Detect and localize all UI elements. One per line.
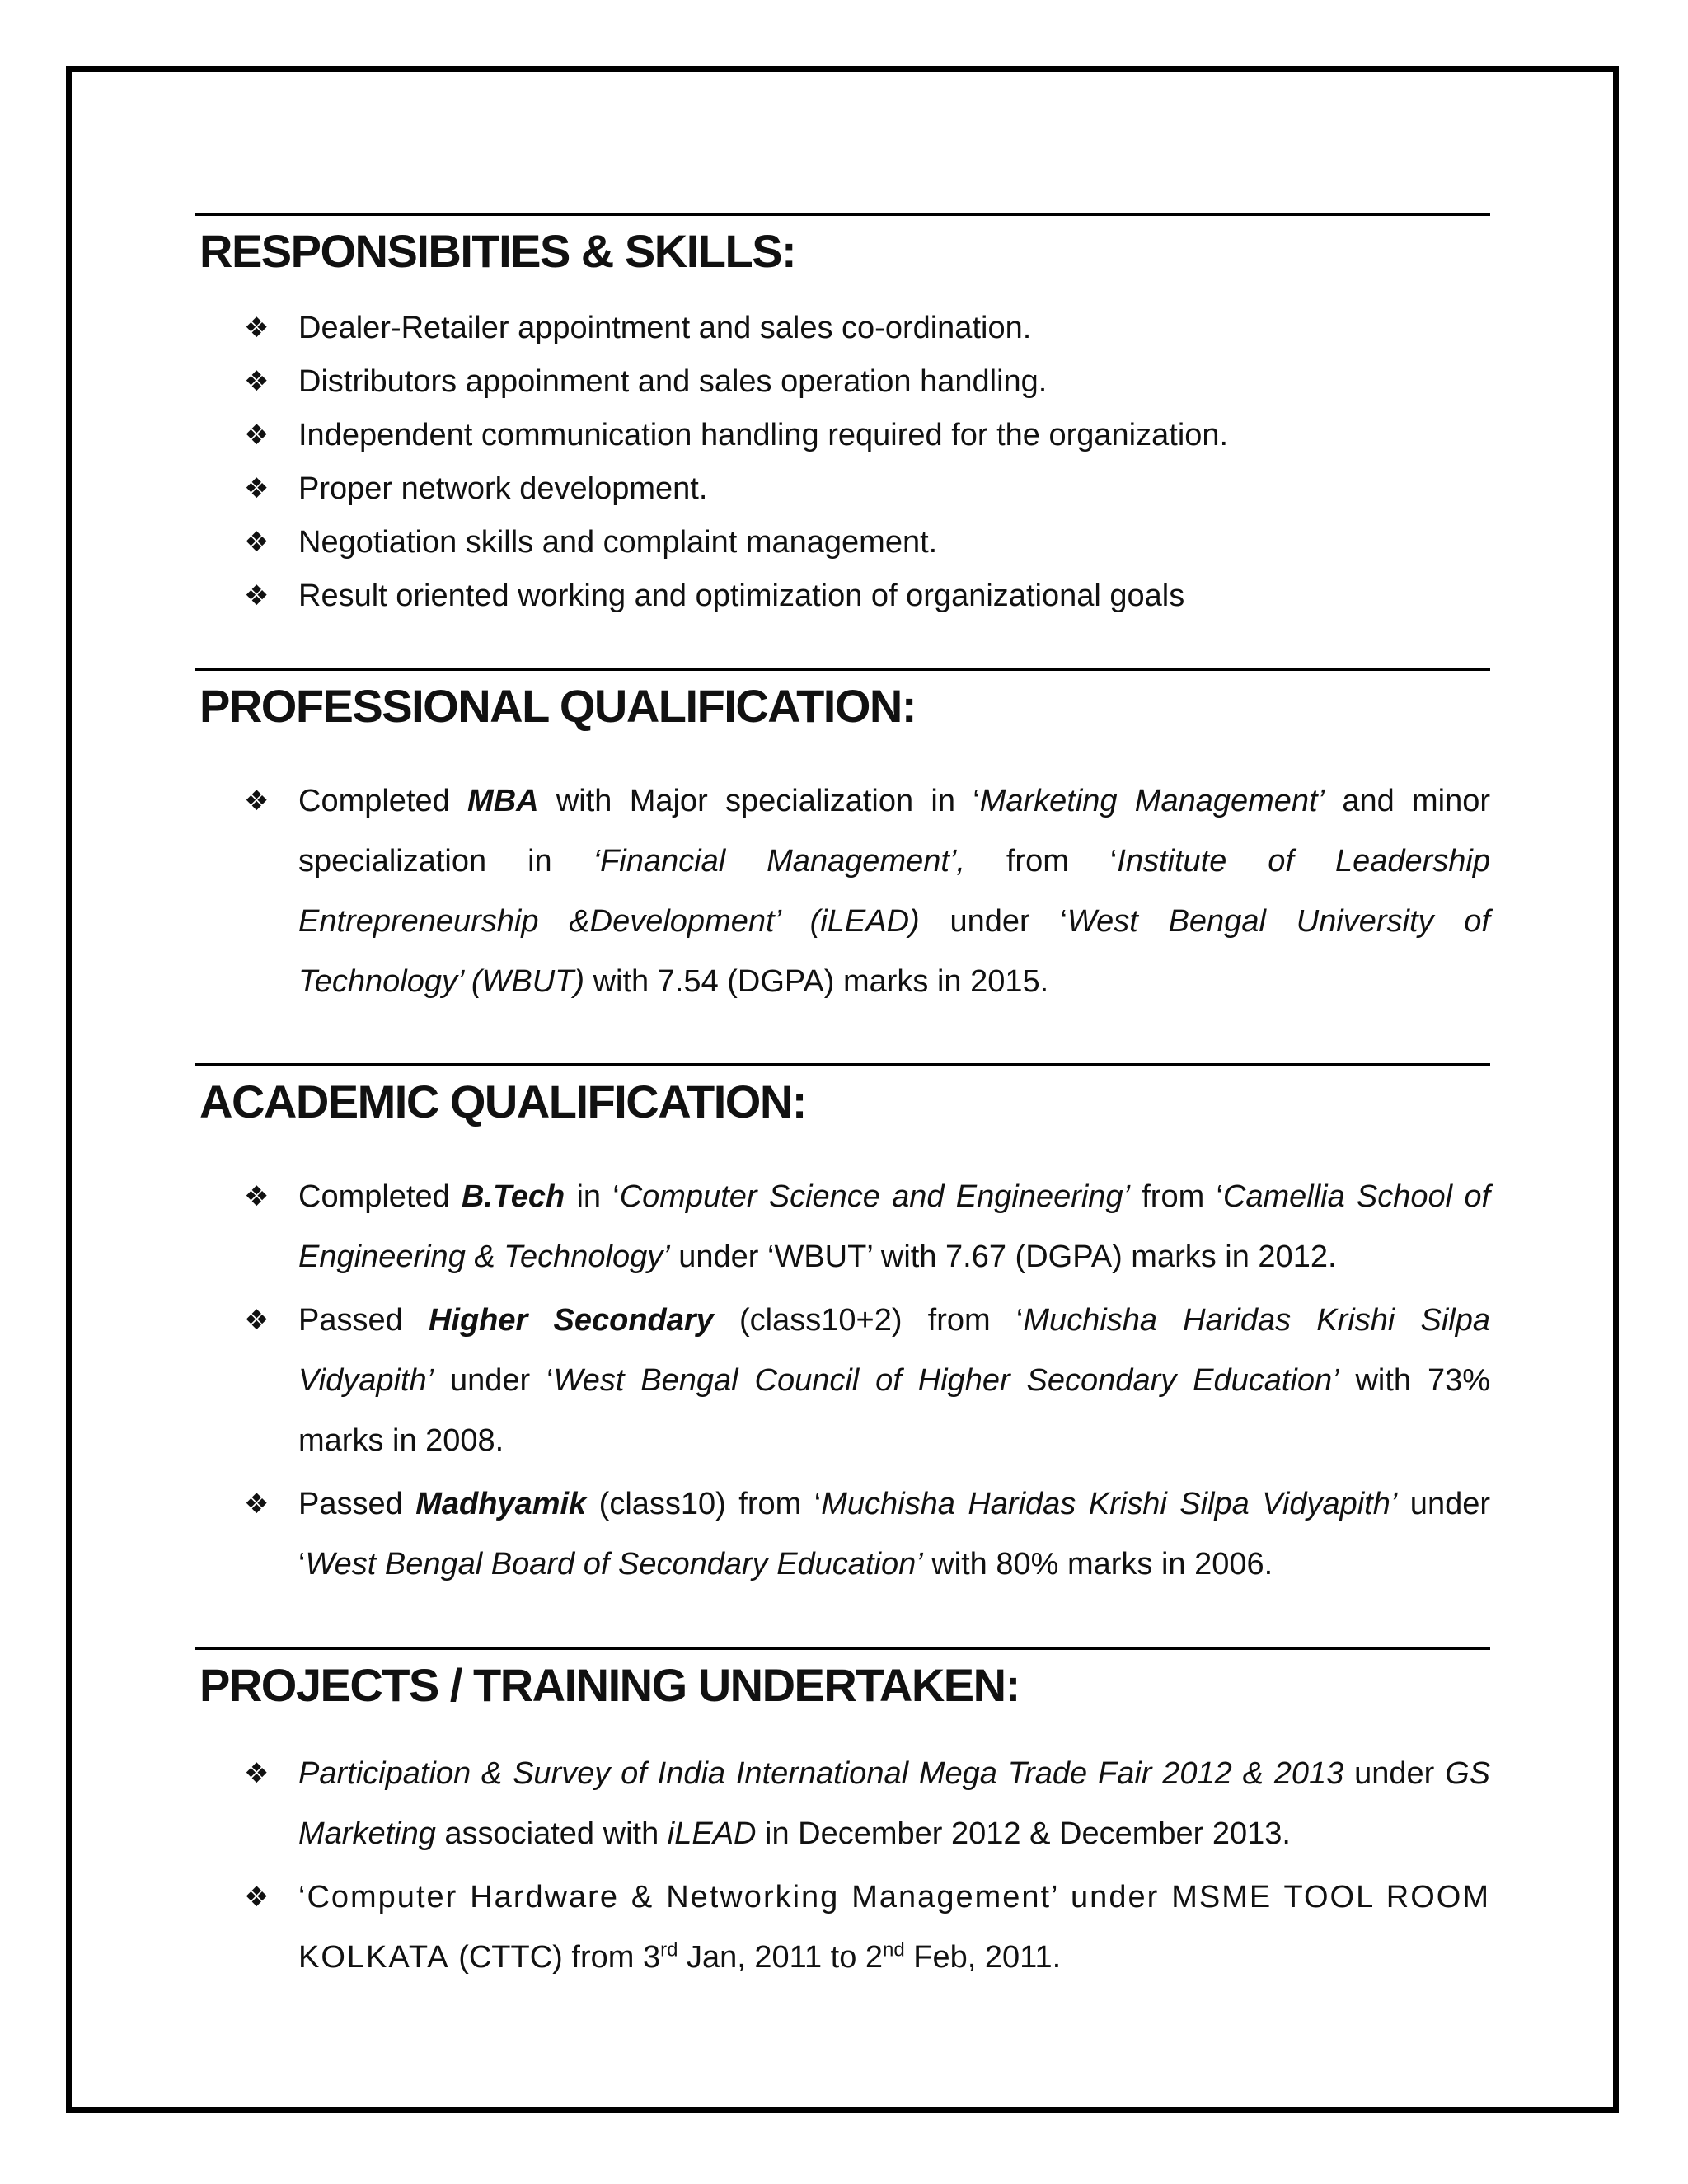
projects-list xyxy=(195,1744,1490,1988)
diamond-bullet-icon: ❖ xyxy=(244,785,270,817)
skills-list xyxy=(195,302,1490,623)
list-item: ❖ Negotiation skills and complaint management. xyxy=(195,516,1490,569)
list-item: ❖ ‘Computer Hardware & Networking Management’ under MSME TOOL ROOM KOLKATA (CTTC) from 3rd Jan, 2011 to 2nd Feb, 2011. xyxy=(195,1868,1490,1988)
academic-section xyxy=(195,1063,1490,1598)
diamond-bullet-icon: ❖ xyxy=(244,1488,270,1520)
list-item: ❖ Passed Madhyamik (class10) from ‘Muchisha Haridas Krishi Silpa Vidyapith’ under ‘West Bengal Board of Secondary Education’ with 80% marks in 2006. xyxy=(195,1474,1490,1595)
diamond-bullet-icon: ❖ xyxy=(244,1882,270,1913)
section-divider xyxy=(195,1647,1490,1650)
diamond-bullet-icon: ❖ xyxy=(244,312,270,344)
professional-list xyxy=(195,771,1490,1012)
section-heading: PROJECTS / TRAINING UNDERTAKEN: xyxy=(199,1659,1020,1711)
academic-list xyxy=(195,1167,1490,1595)
section-heading: RESPONSIBITIES & SKILLS: xyxy=(199,225,796,277)
diamond-bullet-icon: ❖ xyxy=(244,580,270,612)
section-heading: PROFESSIONAL QUALIFICATION: xyxy=(199,680,916,732)
list-item: ❖ Proper network development. xyxy=(195,462,1490,516)
list-item: ❖ Independent communication handling required for the organization. xyxy=(195,409,1490,462)
list-item: ❖ Completed MBA with Major specialization in ‘Marketing Management’ and minor specialization in ‘Financial Management’, from ‘Institute of Leadership Entrepreneurship &Development’ (iLEAD) under ‘West Bengal University of Technology’ (WBUT) with 7.54 (DGPA) marks in 2015. xyxy=(195,771,1490,1012)
section-divider xyxy=(195,213,1490,216)
section-heading: ACADEMIC QUALIFICATION: xyxy=(199,1076,806,1127)
section-divider xyxy=(195,1063,1490,1066)
list-item: ❖ Passed Higher Secondary (class10+2) from ‘Muchisha Haridas Krishi Silpa Vidyapith’ under ‘West Bengal Council of Higher Secondary Education’ with 73% marks in 2008. xyxy=(195,1291,1490,1471)
list-item: ❖ Dealer-Retailer appointment and sales co-ordination. xyxy=(195,302,1490,355)
professional-section xyxy=(195,668,1490,1015)
diamond-bullet-icon: ❖ xyxy=(244,1758,270,1789)
diamond-bullet-icon: ❖ xyxy=(244,1305,270,1336)
list-item: ❖ Participation & Survey of India International Mega Trade Fair 2012 & 2013 under GS Marketing associated with iLEAD in December 2012 & December 2013. xyxy=(195,1744,1490,1864)
diamond-bullet-icon: ❖ xyxy=(244,527,270,558)
section-divider xyxy=(195,668,1490,671)
diamond-bullet-icon: ❖ xyxy=(244,1181,270,1212)
list-item: ❖ Completed B.Tech in ‘Computer Science and Engineering’ from ‘Camellia School of Engineering & Technology’ under ‘WBUT’ with 7.67 (DGPA) marks in 2012. xyxy=(195,1167,1490,1287)
list-item: ❖ Result oriented working and optimization of organizational goals xyxy=(195,569,1490,623)
diamond-bullet-icon: ❖ xyxy=(244,473,270,504)
projects-section xyxy=(195,1647,1490,1991)
skills-section xyxy=(195,213,1490,623)
list-item: ❖ Distributors appoinment and sales operation handling. xyxy=(195,355,1490,409)
diamond-bullet-icon: ❖ xyxy=(244,366,270,397)
diamond-bullet-icon: ❖ xyxy=(244,419,270,451)
